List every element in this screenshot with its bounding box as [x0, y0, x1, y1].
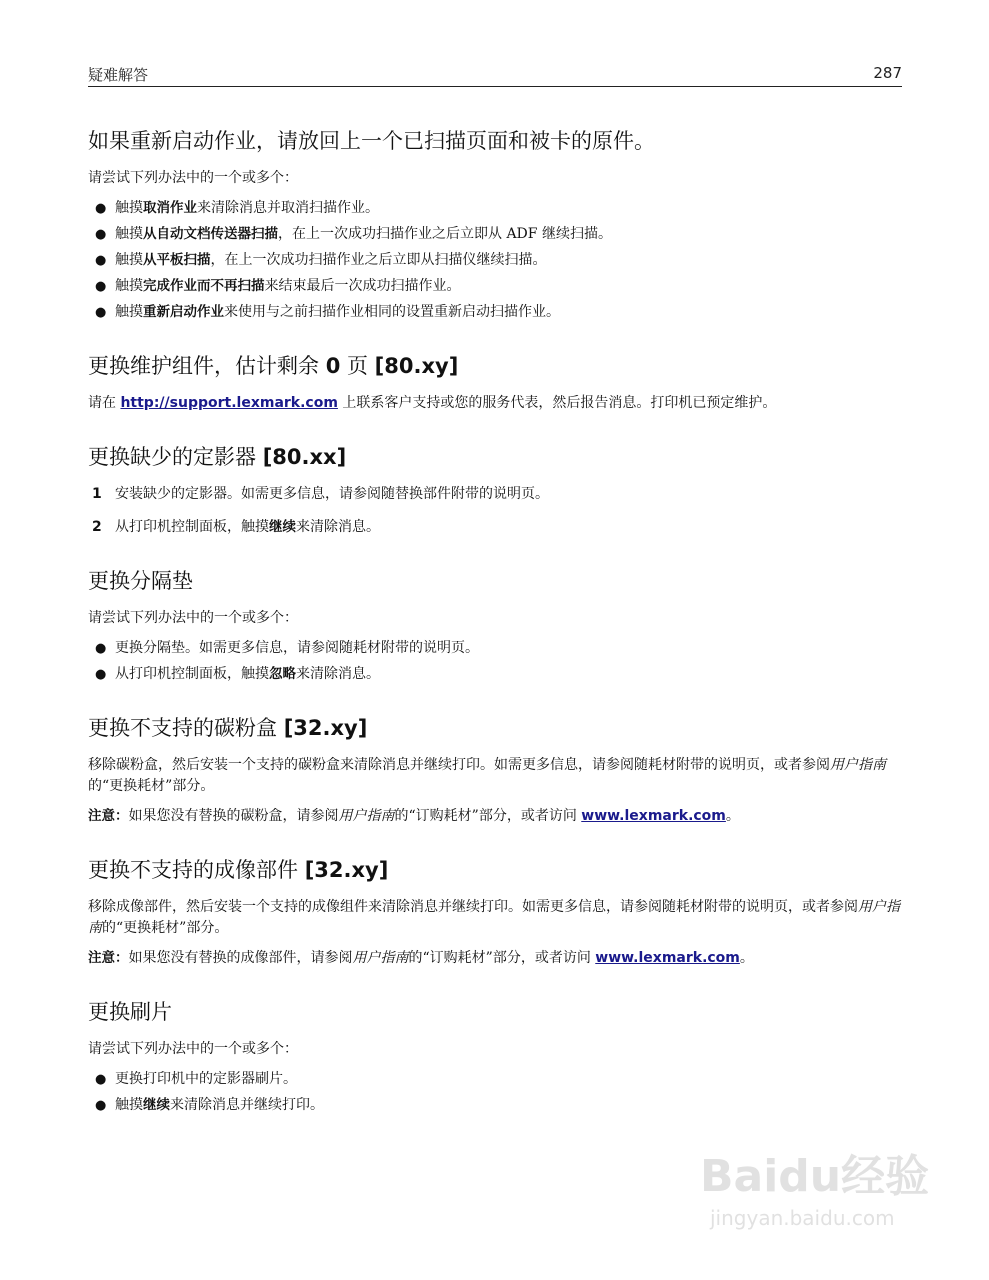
- item-text: 来结束最后一次成功扫描作业。: [264, 278, 461, 294]
- note: 注意：如果您没有替换的成像部件，请参阅用户指南的“订购耗材”部分，或者访问 www.lexmark.com。: [88, 950, 754, 966]
- section-title: 如果重新启动作业，请放回上一个已扫描页面和被卡的原件。: [88, 129, 655, 153]
- item-action: 继续: [143, 1097, 170, 1113]
- bullet-icon: ●: [95, 253, 107, 268]
- section-title: 更换维护组件，估计剩余 0 页 [80.xy]: [88, 354, 459, 378]
- list-item: [88, 302, 908, 323]
- step-number: 1: [92, 486, 102, 502]
- bullet-icon: ●: [95, 201, 107, 216]
- section-intro: 请尝试下列办法中的一个或多个：: [88, 610, 298, 626]
- item-action: 从平板扫描: [143, 252, 211, 268]
- item-text: 触摸: [115, 278, 143, 294]
- section-intro: 请尝试下列办法中的一个或多个：: [88, 1041, 298, 1057]
- list-item: [88, 198, 908, 219]
- bullet-icon: ●: [95, 227, 107, 242]
- section-paragraph: 请在 http://support.lexmark.com 上联系客户支持或您的服务代表，然后报告消息。打印机已预定维护。: [88, 395, 777, 411]
- watermark-url: jingyan.baidu.com: [710, 1206, 895, 1230]
- note-label: 注意：: [88, 950, 129, 966]
- item-action: 从自动文档传送器扫描: [143, 226, 278, 242]
- support-link[interactable]: http://support.lexmark.com: [120, 395, 338, 411]
- item-action: 取消作业: [143, 200, 197, 216]
- list-item: [88, 276, 908, 297]
- section-title: 更换刷片: [88, 1000, 172, 1024]
- option-list: [88, 638, 908, 685]
- bullet-icon: ●: [95, 641, 107, 656]
- lexmark-link[interactable]: www.lexmark.com: [595, 950, 740, 966]
- note: 注意：如果您没有替换的碳粉盒，请参阅用户指南的“订购耗材”部分，或者访问 www.lexmark.com。: [88, 808, 740, 824]
- item-text: ，在上一次成功扫描作业之后立即从扫描仪继续扫描。: [210, 252, 547, 268]
- section-replace-maintenance-kit: [88, 353, 908, 414]
- step-number: 2: [92, 519, 102, 535]
- bullet-icon: ●: [95, 1072, 107, 1087]
- note-label: 注意：: [88, 808, 129, 824]
- item-action: 完成作业而不再扫描: [143, 278, 265, 294]
- list-item: ● 更换打印机中的定影器刷片。: [88, 1069, 908, 1090]
- list-item: [88, 250, 908, 271]
- item-text: 触摸: [115, 252, 143, 268]
- lexmark-link[interactable]: www.lexmark.com: [581, 808, 726, 824]
- bullet-icon: ●: [95, 1098, 107, 1113]
- section-intro: 请尝试下列办法中的一个或多个：: [88, 170, 298, 186]
- item-action: 忽略: [269, 666, 296, 682]
- list-item: [88, 224, 908, 245]
- list-item: 1 安装缺少的定影器。如需更多信息，请参阅随替换部件附带的说明页。: [88, 484, 908, 505]
- page-number: 287: [873, 64, 902, 82]
- section-unsupported-toner: [88, 715, 908, 827]
- section-replace-separator-pad: [88, 568, 908, 685]
- item-text: 来清除消息并取消扫描作业。: [197, 200, 379, 216]
- section-missing-fuser: [88, 444, 908, 538]
- header-title: 疑难解答: [88, 66, 149, 84]
- bullet-icon: ●: [95, 279, 107, 294]
- section-restart-job: [88, 128, 908, 323]
- section-paragraph: 移除碳粉盒，然后安装一个支持的碳粉盒来清除消息并继续打印。如需更多信息，请参阅随耗材附带的说明页，或者参阅用户指南的“更换耗材”部分。: [88, 757, 886, 794]
- watermark-logo: Baidu经验: [700, 1151, 930, 1202]
- item-text: 触摸: [115, 304, 143, 320]
- page-header: [88, 62, 902, 87]
- section-paragraph: 移除成像部件，然后安装一个支持的成像组件来清除消息并继续打印。如需更多信息，请参阅随耗材附带的说明页，或者参阅用户指南的“更换耗材”部分。: [88, 899, 900, 936]
- section-title: 更换不支持的成像部件 [32.xy]: [88, 858, 389, 882]
- item-action: 重新启动作业: [143, 304, 224, 320]
- list-item: ● 触摸继续来清除消息并继续打印。: [88, 1095, 908, 1116]
- section-unsupported-imaging-unit: [88, 857, 908, 969]
- bullet-icon: ●: [95, 305, 107, 320]
- list-item: ● 从打印机控制面板，触摸忽略来清除消息。: [88, 664, 908, 685]
- item-action: 继续: [269, 519, 296, 535]
- item-text: 触摸: [115, 226, 143, 242]
- option-list: [88, 1069, 908, 1116]
- item-text: 来使用与之前扫描作业相同的设置重新启动扫描作业。: [224, 304, 560, 320]
- step-list: [88, 484, 908, 538]
- item-text: ，在上一次成功扫描作业之后立即从 ADF 继续扫描。: [278, 226, 612, 242]
- section-title: 更换分隔垫: [88, 569, 193, 593]
- section-replace-wiper: [88, 999, 908, 1116]
- baidu-watermark: [700, 1140, 950, 1250]
- section-title: 更换缺少的定影器 [80.xx]: [88, 445, 347, 469]
- list-item: 2 从打印机控制面板，触摸继续来清除消息。: [88, 517, 908, 538]
- main-content: [88, 128, 908, 1146]
- item-text: 触摸: [115, 200, 143, 216]
- section-title: 更换不支持的碳粉盒 [32.xy]: [88, 716, 368, 740]
- list-item: ● 更换分隔垫。如需更多信息，请参阅随耗材附带的说明页。: [88, 638, 908, 659]
- bullet-icon: ●: [95, 667, 107, 682]
- option-list: [88, 198, 908, 323]
